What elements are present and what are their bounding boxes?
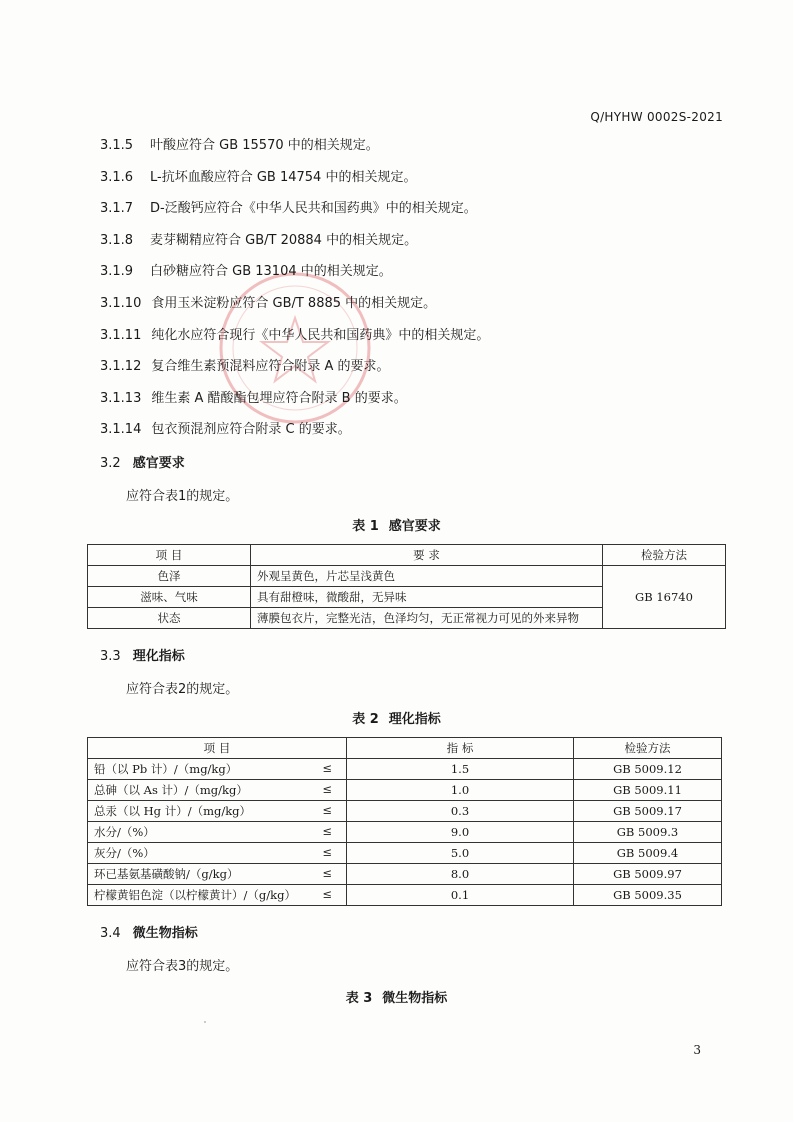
- table-header-row: [88, 545, 726, 566]
- table-cell: 总砷（以 As 计）/（mg/kg） ≤: [88, 780, 347, 801]
- table-row: [88, 885, 722, 906]
- table-caption: 表 2 理化指标: [352, 712, 441, 727]
- table-cell: 滋味、气味: [88, 587, 251, 608]
- section-heading-3-3: 3.3 理化指标: [100, 649, 185, 664]
- column-header: 检验方法: [574, 738, 722, 759]
- clause-item: 3.1.10 食用玉米淀粉应符合 GB/T 8885 中的相关规定。: [100, 295, 437, 311]
- clause-item: 3.1.13 维生素 A 醋酸酯包埋应符合附录 B 的要求。: [100, 390, 407, 406]
- table-cell: 铅（以 Pb 计）/（mg/kg） ≤: [88, 759, 347, 780]
- table-cell: 环已基氨基磺酸钠/（g/kg） ≤: [88, 864, 347, 885]
- section-heading-3-4: 3.4 微生物指标: [100, 926, 198, 941]
- table-cell: 1.5: [347, 759, 574, 780]
- column-header: 要 求: [251, 545, 603, 566]
- table-cell: 8.0: [347, 864, 574, 885]
- table-cell: 0.1: [347, 885, 574, 906]
- table-cell: GB 5009.12: [574, 759, 722, 780]
- table-cell: 5.0: [347, 843, 574, 864]
- clause-item: 3.1.9 白砂糖应符合 GB 13104 中的相关规定。: [100, 264, 392, 280]
- table-cell: 9.0: [347, 822, 574, 843]
- column-header: 项 目: [88, 738, 347, 759]
- table-caption: 表 1 感官要求: [352, 519, 441, 534]
- table-cell: 1.0: [347, 780, 574, 801]
- column-header: 指 标: [347, 738, 574, 759]
- table-row: [88, 864, 722, 885]
- table-cell: GB 5009.97: [574, 864, 722, 885]
- table-cell: 状态: [88, 608, 251, 629]
- clause-item: 3.1.8 麦芽糊精应符合 GB/T 20884 中的相关规定。: [100, 232, 418, 248]
- clause-list: [100, 136, 740, 452]
- scan-speck: [204, 1021, 206, 1023]
- table-cell: GB 5009.17: [574, 801, 722, 822]
- clause-item: 3.1.14 包衣预混剂应符合附录 C 的要求。: [100, 422, 351, 438]
- table-row: [88, 780, 722, 801]
- table-cell: GB 5009.4: [574, 843, 722, 864]
- table-cell: 总汞（以 Hg 计）/（mg/kg） ≤: [88, 801, 347, 822]
- section-paragraph: 应符合表3的规定。: [126, 959, 239, 974]
- table-caption: 表 3 微生物指标: [345, 991, 448, 1006]
- table-row: [88, 801, 722, 822]
- table-cell: 灰分/（%） ≤: [88, 843, 347, 864]
- table-cell: 具有甜橙味，微酸甜，无异味: [251, 587, 603, 608]
- clause-item: 3.1.12 复合维生素预混料应符合附录 A 的要求。: [100, 359, 390, 375]
- table-cell: GB 16740: [603, 566, 726, 629]
- table-header-row: [88, 738, 722, 759]
- section-paragraph: 应符合表1的规定。: [126, 489, 239, 504]
- table-row: [88, 759, 722, 780]
- table-cell: GB 5009.35: [574, 885, 722, 906]
- table-cell: 柠檬黄铝色淀（以柠檬黄计）/（g/kg） ≤: [88, 885, 347, 906]
- table-cell: 水分/（%） ≤: [88, 822, 347, 843]
- section-heading-3-2: 3.2 感官要求: [100, 456, 185, 471]
- clause-item: 3.1.7 D-泛酸钙应符合《中华人民共和国药典》中的相关规定。: [100, 201, 477, 217]
- clause-item: 3.1.6 L-抗坏血酸应符合 GB 14754 中的相关规定。: [100, 169, 417, 185]
- table-cell: 外观呈黄色，片芯呈浅黄色: [251, 566, 603, 587]
- column-header: 项 目: [88, 545, 251, 566]
- table-row: [88, 822, 722, 843]
- column-header: 检验方法: [603, 545, 726, 566]
- table-cell: GB 5009.3: [574, 822, 722, 843]
- table-row: [88, 843, 722, 864]
- sensory-requirements-table: [87, 544, 726, 629]
- table-cell: 薄膜包衣片，完整光洁，色泽均匀，无正常视力可见的外来异物: [251, 608, 603, 629]
- page-number: 3: [693, 1043, 701, 1057]
- table-cell: GB 5009.11: [574, 780, 722, 801]
- physicochemical-indicators-table: [87, 737, 722, 906]
- clause-item: 3.1.5 叶酸应符合 GB 15570 中的相关规定。: [100, 138, 379, 153]
- table-cell: 色泽: [88, 566, 251, 587]
- table-cell: 0.3: [347, 801, 574, 822]
- clause-item: 3.1.11 纯化水应符合现行《中华人民共和国药典》中的相关规定。: [100, 327, 490, 343]
- table-row: [88, 566, 726, 587]
- section-paragraph: 应符合表2的规定。: [126, 682, 239, 697]
- standard-code: Q/HYHW 0002S-2021: [590, 110, 723, 124]
